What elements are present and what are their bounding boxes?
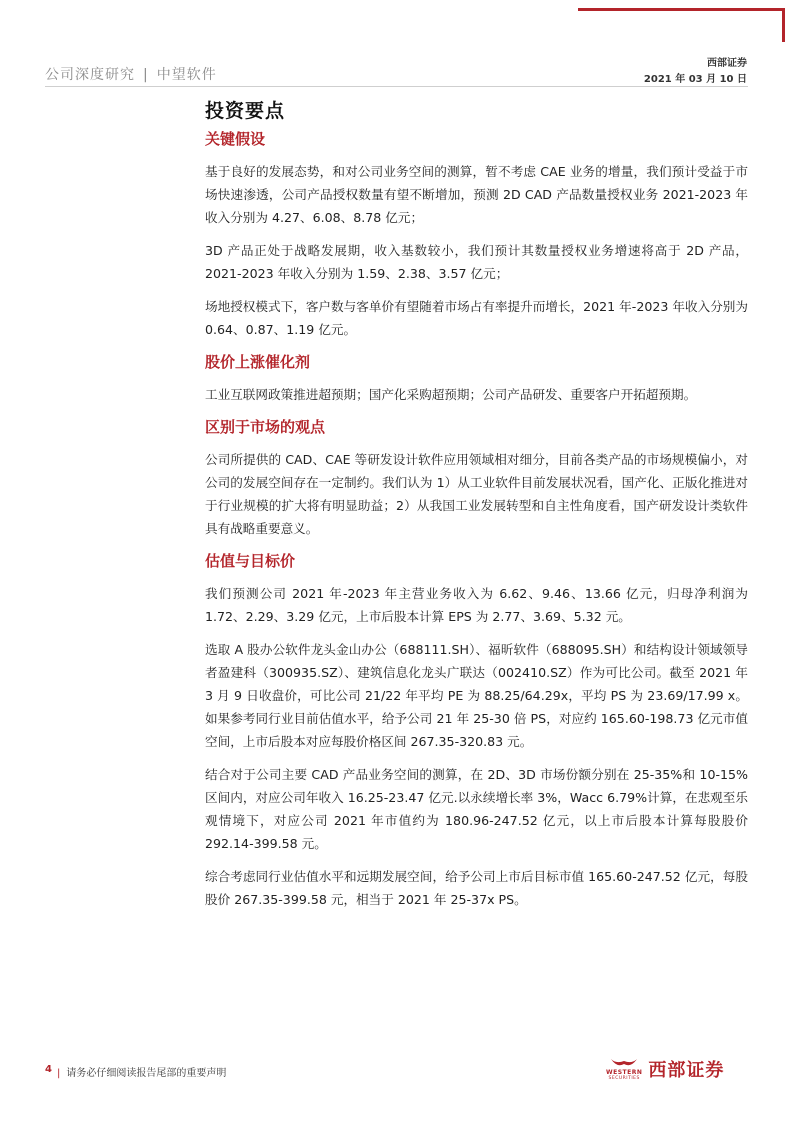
paragraph: 场地授权模式下，客户数与客单价有望随着市场占有率提升而增长，2021 年-2023 年收入分别为 0.64、0.87、1.19 亿元。 [205, 299, 748, 337]
corner-decoration-vertical [782, 8, 785, 42]
header-left [45, 64, 217, 84]
section-heading: 股价上涨催化剂 [205, 353, 311, 371]
header-divider [45, 86, 748, 87]
page-number: 4 [45, 1064, 52, 1075]
paragraph: 结合对于公司主要 CAD 产品业务空间的测算，在 2D、3D 市场份额分别在 25-35%和 10-15%区间内，对应公司年收入 16.25-23.47 亿元.以永续增长率 3%，Wacc 6.79%计算，在悲观至乐观情境下，对应公司 2021 年市值约为 180.96-247.52 亿元，以上市后股本计算每股股价 292.14-399.58 元。 [205, 767, 748, 851]
logo-chinese-name: 西部证券 [648, 1060, 725, 1081]
corner-decoration-horizontal [578, 8, 785, 11]
section-catalysts [205, 351, 748, 406]
paragraph: 综合考虑同行业估值水平和远期发展空间，给予公司上市后目标市值 165.60-247.52 亿元，每股股价 267.35-399.58 元，相当于 2021 年 25-37x PS。 [205, 869, 748, 907]
paragraph: 3D 产品正处于战略发展期，收入基数较小，我们预计其数量授权业务增速将高于 2D 产品，2021-2023 年收入分别为 1.59、2.38、3.57 亿元； [205, 243, 748, 281]
paragraph: 工业互联网政策推进超预期；国产化采购超预期；公司产品研发、重要客户开拓超预期。 [205, 387, 697, 402]
section-valuation [205, 550, 748, 911]
header-company-name: 中望软件 [156, 67, 217, 83]
bull-horns-icon [609, 1057, 639, 1069]
header-right [644, 56, 747, 88]
header-separator: | [143, 67, 149, 83]
paragraph: 选取 A 股办公软件龙头金山办公（688111.SH）、福昕软件（688095.SH）和结构设计领域领导者盈建科（300935.SZ）、建筑信息化龙头广联达（002410.SZ）作为可比公司。截至 2021 年 3 月 9 日收盘价，可比公司 21/22 年平均 PE 为 88.25/64.29x，平均 PS 为 23.69/17.99 x。如果参考同行业目前估值水平，给予公司 21 年 25-30 倍 PS，对应约 165.60-198.73 亿元市值空间，上市后股本对应每股价格区间 267.35-320.83 元。 [205, 642, 748, 749]
paragraph: 我们预测公司 2021 年-2023 年主营业务收入为 6.62、9.46、13.66 亿元，归母净利润为 1.72、2.29、3.29 亿元，上市后股本计算 EPS 为 2.77、3.69、5.32 元。 [205, 586, 748, 624]
header-date: 2021 年 03 月 10 日 [643, 74, 747, 85]
footer-separator: | [57, 1068, 61, 1079]
page-title: 投资要点 [205, 100, 286, 122]
company-logo [606, 1056, 724, 1082]
logo-english-name: WESTERN [606, 1068, 643, 1076]
logo-mark [606, 1057, 642, 1082]
section-heading: 估值与目标价 [205, 552, 296, 570]
paragraph: 公司所提供的 CAD、CAE 等研发设计软件应用领域相对细分，目前各类产品的市场规模偏小，对公司的发展空间存在一定制约。我们认为 1）从工业软件目前发展状况看，国产化、正版化推进对于行业规模的扩大将有明显助益；2）从我国工业发展转型和自主性角度看，国产研发设计类软件具有战略重要意义。 [205, 452, 748, 536]
main-content [205, 128, 748, 921]
header-brand: 西部证券 [707, 58, 747, 69]
section-heading: 区别于市场的观点 [205, 418, 326, 436]
header-report-type: 公司深度研究 [45, 67, 135, 83]
paragraph: 基于良好的发展态势，和对公司业务空间的测算，暂不考虑 CAE 业务的增量，我们预计受益于市场快速渗透，公司产品授权数量有望不断增加，预测 2D CAD 产品数量授权业务 2021-2023 年收入分别为 4.27、6.08、8.78 亿元； [205, 164, 748, 225]
logo-english-subname: SECURITIES [608, 1075, 640, 1081]
section-heading: 关键假设 [205, 130, 266, 148]
section-differentiated-view [205, 416, 748, 540]
footer-disclaimer [57, 1064, 226, 1079]
footer-disclaimer-text: 请务必仔细阅读报告尾部的重要声明 [66, 1068, 227, 1079]
section-key-assumptions [205, 128, 748, 341]
